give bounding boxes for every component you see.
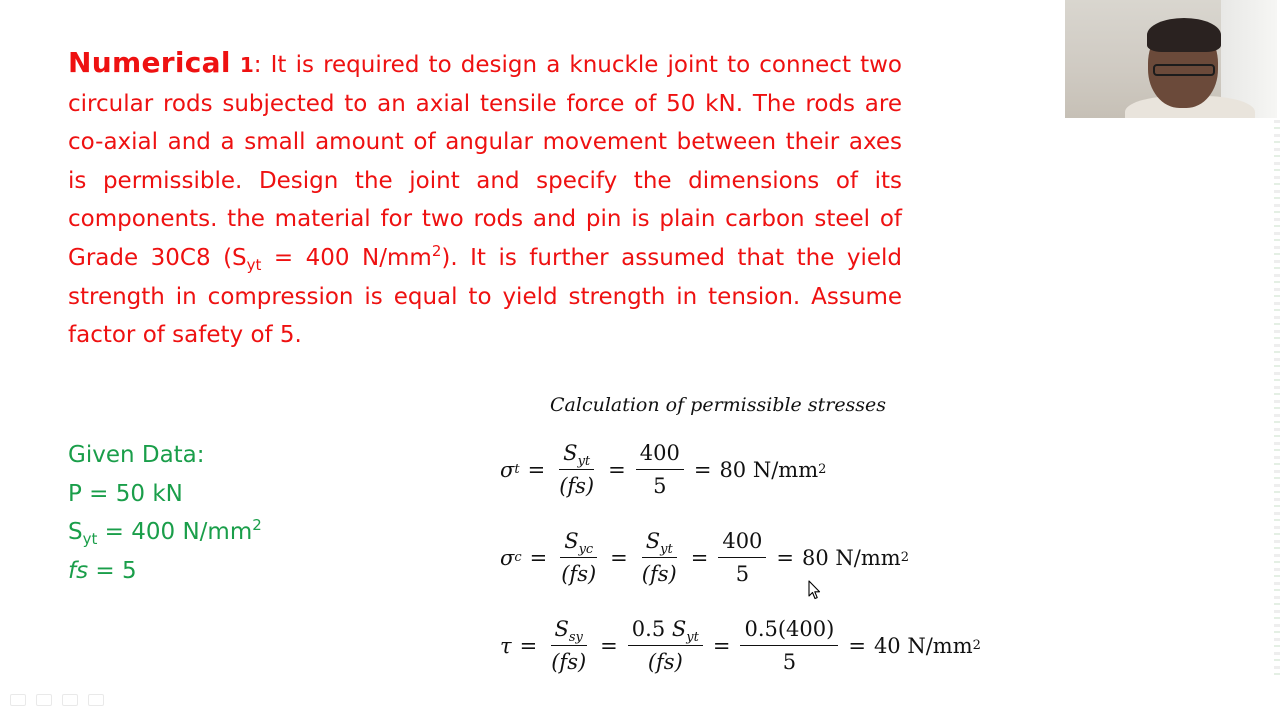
- eq2-result: 80 N/mm: [802, 545, 901, 570]
- eq1-equals-3: =: [693, 457, 712, 482]
- problem-number: 1: [239, 53, 254, 77]
- given-yield-strength: [68, 513, 262, 552]
- problem-text-sup: 2: [431, 241, 442, 260]
- eq2-equals-3: =: [690, 545, 709, 570]
- problem-text-part3: ). It is further assumed that the yield strength in compression is equal to yield strength in tension. Assume factor of safety of 5.: [68, 244, 902, 349]
- problem-text-part1: : It is required to design a knuckle joint to connect two circular rods subjected to an axial tensile force of 50 kN. The rods are co-axial and a small amount of angular movement between their axes is permissible. Design the joint and specify the dimensions of its components. the material for two rods and pin is plain carbon steel of Grade 30C8 (S: [68, 52, 902, 271]
- eq2-f1-num-sub: yc: [578, 542, 594, 557]
- eq3-fraction-2: [628, 616, 703, 675]
- calculation-title: Calculation of permissible stresses: [550, 394, 887, 416]
- given-syt-symbol: S: [68, 519, 83, 545]
- eq3-equals-1: =: [519, 633, 538, 658]
- eq3-equals-3: =: [712, 633, 731, 658]
- eq3-fraction-1: [547, 616, 590, 675]
- slide-menu-icon[interactable]: [62, 694, 78, 706]
- eq3-equals-4: =: [848, 633, 866, 658]
- eq2-f2-num-sub: yt: [660, 542, 673, 557]
- eq2-f2-den: (fs): [641, 562, 677, 586]
- eq3-f1-num-s: S: [554, 617, 569, 641]
- equation-shear-stress: τ = $\frac{S_{sy}}{(fs)}$ = $\frac{0.5 S_{yt}}{(fs)}$ = $\frac{0.5(400)}{5}$ = 40 N/mm 2: [500, 617, 981, 674]
- eq3-f2-den: (fs): [647, 650, 683, 674]
- eq2-f3-num: 400: [718, 528, 766, 558]
- arrow-cursor-icon: [808, 580, 822, 600]
- edge-artifact-strip: [1274, 120, 1280, 680]
- eq2-fraction-3: [718, 528, 766, 587]
- pen-icon[interactable]: [36, 694, 52, 706]
- presenter-webcam: [1065, 0, 1277, 118]
- eq2-f1-den: (fs): [561, 562, 597, 586]
- eq1-f2-num: 400: [636, 440, 684, 470]
- given-load: P = 50 kN: [68, 480, 183, 507]
- eq2-sigma-symbol: σ: [500, 545, 515, 570]
- eq1-f1-den: (fs): [559, 474, 595, 498]
- eq1-sigma-symbol: σ: [500, 457, 515, 482]
- given-syt-sup: 2: [252, 516, 262, 534]
- given-factor-of-safety: [68, 552, 262, 591]
- given-syt-sub: yt: [82, 530, 98, 548]
- eq1-equals-1: =: [527, 457, 546, 482]
- eq1-result: 80 N/mm: [719, 457, 819, 482]
- eq2-equals-2: =: [610, 545, 628, 570]
- eq3-f3-num: 0.5(400): [740, 616, 838, 646]
- presenter-hair: [1147, 18, 1221, 52]
- eq2-f1-num-s: S: [564, 529, 579, 553]
- given-fs-value: = 5: [88, 557, 137, 584]
- equation-tensile-stress: σ t = $\frac{S_{yt}}{(fs)}$ = $\frac{400}{5}$ = 80 N/mm 2: [500, 441, 827, 498]
- problem-heading: Numerical: [68, 46, 231, 79]
- previous-slide-icon[interactable]: [10, 694, 26, 706]
- problem-text-sub: yt: [246, 255, 262, 274]
- presenter-glasses: [1153, 64, 1215, 76]
- eq3-tau-symbol: τ: [500, 633, 512, 658]
- eq1-equals-2: =: [608, 457, 626, 482]
- eq3-equals-2: =: [600, 633, 618, 658]
- problem-text-part2: = 400 N/mm: [261, 244, 432, 271]
- eq1-fraction-2: [636, 440, 684, 499]
- eq3-f2-num-coef: 0.5: [631, 617, 666, 641]
- eq3-f2-num-sub: yt: [686, 630, 699, 645]
- eq1-fraction-1: [555, 440, 598, 499]
- given-title: Given Data:: [68, 442, 205, 468]
- eq1-f1-num-s: S: [563, 441, 578, 465]
- eq1-f1-num-sub: yt: [577, 454, 591, 469]
- eq3-f2-num-s: S: [671, 617, 687, 641]
- eq3-fraction-3: [740, 616, 838, 675]
- given-data: [68, 436, 262, 590]
- given-fs-symbol: fs: [68, 557, 89, 584]
- equation-compressive-stress: σ c = $\frac{S_{yc}}{(fs)}$ = $\frac{S_{yt}}{(fs)}$ = $\frac{400}{5}$ = 80 N/mm 2: [500, 529, 909, 586]
- problem-statement: [68, 44, 902, 355]
- eq2-f2-num-s: S: [645, 529, 661, 553]
- given-syt-value: = 400 N/mm: [97, 519, 253, 545]
- eq1-f2-den: 5: [653, 474, 667, 498]
- slideshow-toolbar[interactable]: [10, 694, 104, 706]
- eq2-equals-1: =: [529, 545, 548, 570]
- next-slide-icon[interactable]: [88, 694, 104, 706]
- eq3-f3-den: 5: [782, 650, 797, 674]
- eq3-f1-num-sub: sy: [568, 630, 583, 645]
- eq3-f1-den: (fs): [551, 650, 587, 674]
- eq2-equals-4: =: [776, 545, 795, 570]
- eq2-fraction-2: [638, 528, 681, 587]
- eq2-f3-den: 5: [735, 562, 750, 586]
- eq2-fraction-1: [557, 528, 600, 587]
- eq3-result: 40 N/mm: [873, 633, 973, 658]
